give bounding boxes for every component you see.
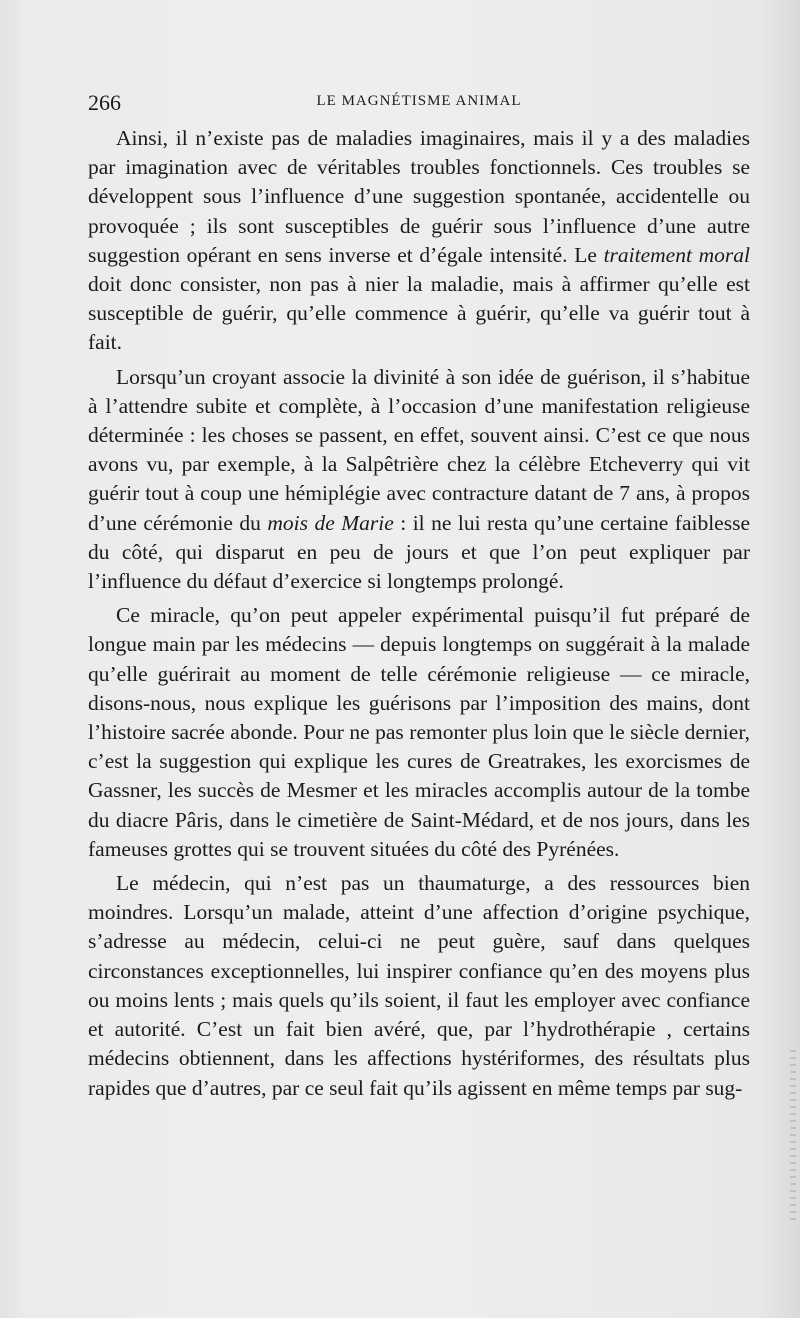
page-header: [88, 90, 750, 120]
body-text: [88, 124, 750, 1103]
page-number: 266: [88, 90, 121, 115]
paragraph: [88, 124, 750, 358]
paragraph-text: Lorsqu’un croyant associe la divinité à son idée de guérison, il s’habitue à l’attendre subite et complète, à l’occasion d’une manifestation religieuse déterminée : les choses se passent, en effet, souvent ainsi. C’est ce que nous avons vu, par exemple, à la Salpêtrière chez la célèbre Etcheverry qui vit guérir tout à coup une hémiplégie avec contracture datant de 7 ans, à propos d’une cérémonie du: [88, 364, 750, 535]
running-title: LE MAGNÉTISME ANIMAL: [316, 93, 522, 109]
paragraph-text: Ainsi, il n’existe pas de maladies imaginaires, mais il y a des maladies par imagination avec de véritables troubles fonctionnels. Ces troubles se développent sous l’influence d’une suggestion spontanée, accidentelle ou provoquée ; ils sont susceptibles de guérir sous l’influence d’une autre suggestion opérant en sens inverse et d’égale intensité. Le: [88, 126, 750, 267]
paragraph: [88, 601, 750, 864]
paragraph-text: doit donc consister, non pas à nier la maladie, mais à affirmer qu’elle est susceptible de guérir, qu’elle commence à guérir, qu’elle va guérir tout à fait.: [88, 272, 750, 355]
paragraph-text: : il ne lui resta qu’une certaine faiblesse du côté, qui disparut en peu de jours et que l’on peut expliquer par l’influence du défaut d’exercice si longtemps prolongé.: [88, 510, 750, 594]
paragraph-text: Le médecin, qui n’est pas un thaumaturge, a des ressources bien moindres. Lorsqu’un malade, atteint d’une affection d’origine psychique, s’adresse au médecin, celui-ci ne peut guère, sauf dans quelques circonstances exceptionnelles, lui inspirer confiance qu’en des moyens plus ou moins lents ; mais quels qu’ils soient, il faut les employer avec confiance et autorité. C’est un fait bien avéré, que, par l’hydrothérapie , certains médecins obtiennent, dans les affections hystériformes, des résultats plus rapides que d’autres, par ce seul fait qu’ils agissent en même temps par sug-: [88, 871, 750, 1100]
page-edge-marks: [790, 1050, 796, 1220]
paragraph: [88, 869, 750, 1103]
italic-phrase: traitement moral: [603, 242, 750, 267]
paragraph-text: Ce miracle, qu’on peut appeler expérimental puisqu’il fut préparé de longue main par les médecins — depuis longtemps on suggérait à la malade qu’elle guérirait au moment de telle cérémonie religieuse — ce miracle, disons-nous, nous explique les guérisons par l’imposition des mains, dont l’histoire sacrée abonde. Pour ne pas remonter plus loin que le siècle dernier, c’est la suggestion qui explique les cures de Greatrakes, les exorcismes de Gassner, les succès de Mesmer et les miracles accomplis autour de la tombe du diacre Pâris, dans le cimetière de Saint-Médard, et de nos jours, dans les fameuses grottes qui se trouvent situées du côté des Pyrénées.: [88, 603, 750, 861]
paragraph: [88, 363, 750, 597]
italic-phrase: mois de Marie: [267, 510, 394, 535]
